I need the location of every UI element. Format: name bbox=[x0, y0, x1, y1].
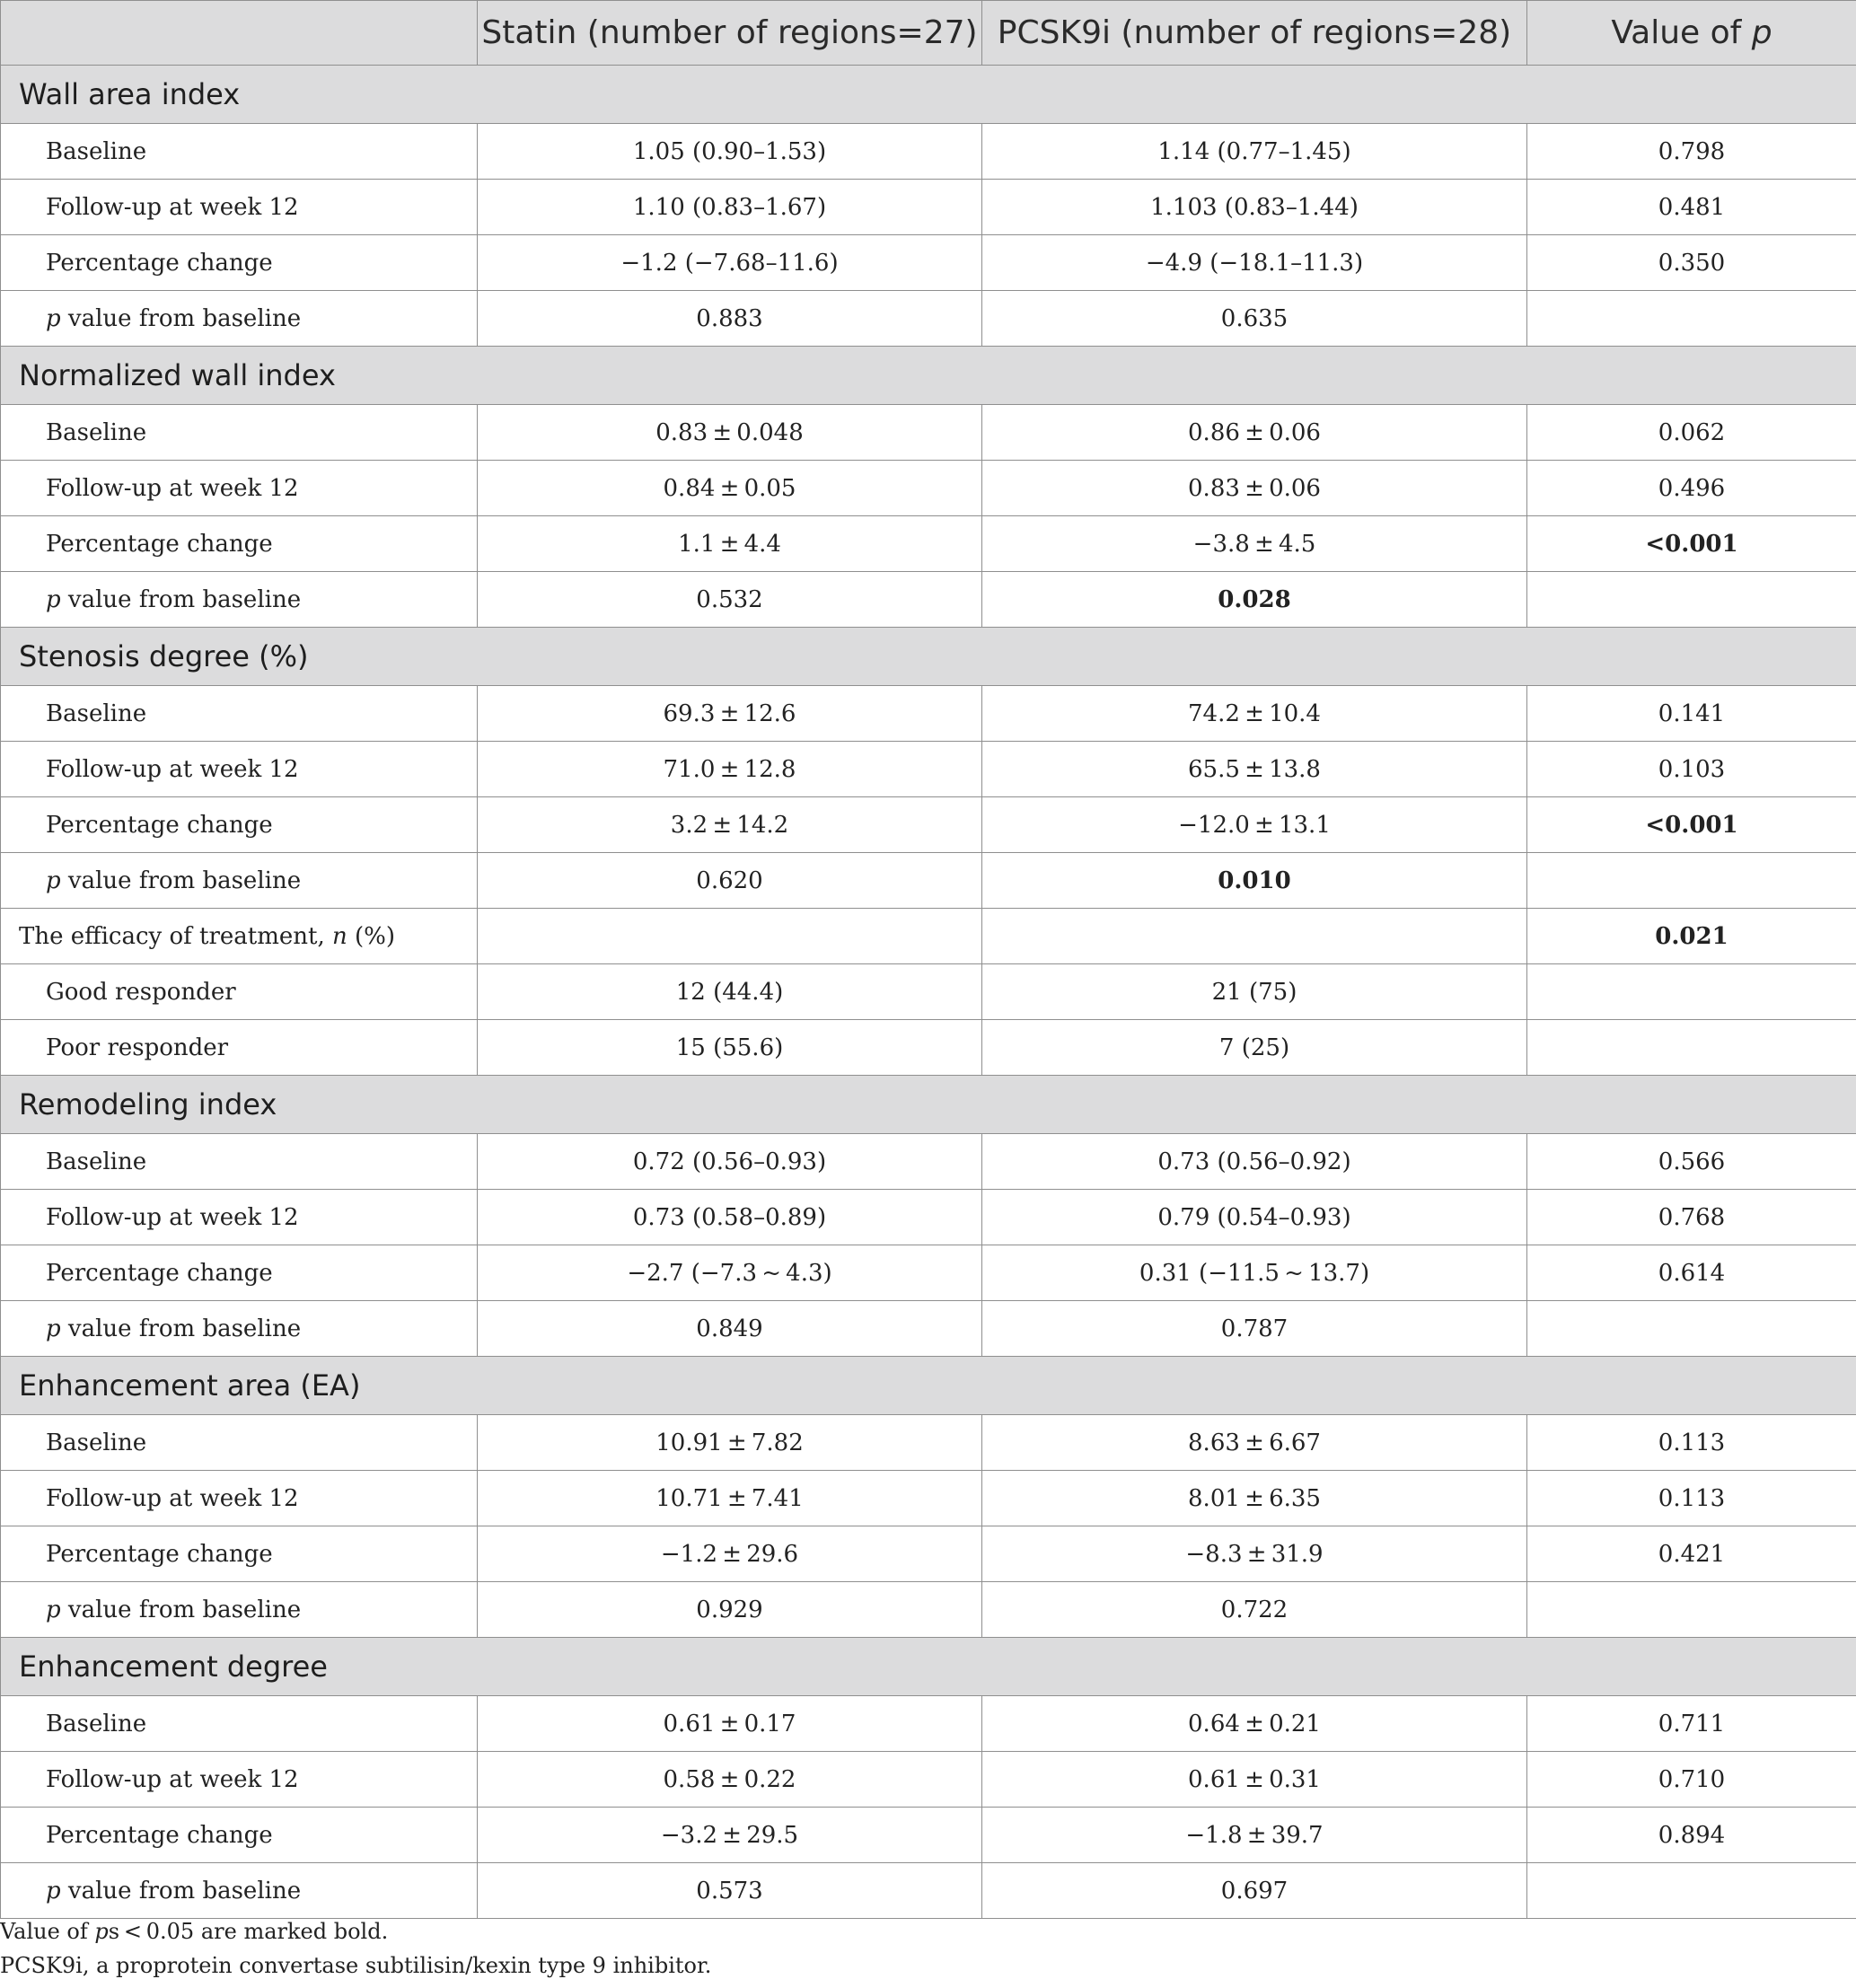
table-row bbox=[1, 909, 1856, 964]
p-value-cell: 0.103 bbox=[1527, 742, 1856, 797]
statin-value-cell: 10.71 ± 7.41 bbox=[478, 1471, 982, 1526]
pcsk9i-value-cell: 8.63 ± 6.67 bbox=[982, 1415, 1527, 1471]
header-pcsk9i: PCSK9i (number of regions=28) bbox=[982, 1, 1527, 66]
p-value-cell: 0.350 bbox=[1527, 235, 1856, 291]
row-label: Good responder bbox=[1, 964, 478, 1020]
table-row bbox=[1, 291, 1856, 347]
header-statin: Statin (number of regions=27) bbox=[478, 1, 982, 66]
row-label: p value from baseline bbox=[1, 1582, 478, 1638]
statin-value-cell: 10.91 ± 7.82 bbox=[478, 1415, 982, 1471]
pcsk9i-value-cell: 0.010 bbox=[982, 853, 1527, 909]
statin-value-cell: −3.2 ± 29.5 bbox=[478, 1808, 982, 1863]
table-row bbox=[1, 1301, 1856, 1357]
pcsk9i-value-cell: −3.8 ± 4.5 bbox=[982, 516, 1527, 572]
table-row bbox=[1, 1752, 1856, 1808]
statin-value-cell: 12 (44.4) bbox=[478, 964, 982, 1020]
row-label: Percentage change bbox=[1, 1245, 478, 1301]
row-label: The efficacy of treatment, n (%) bbox=[1, 909, 478, 964]
row-label: Baseline bbox=[1, 1134, 478, 1190]
row-label: Follow-up at week 12 bbox=[1, 742, 478, 797]
table-row bbox=[1, 1471, 1856, 1526]
pcsk9i-value-cell: 0.61 ± 0.31 bbox=[982, 1752, 1527, 1808]
statin-value-cell: 3.2 ± 14.2 bbox=[478, 797, 982, 853]
pcsk9i-value-cell bbox=[982, 909, 1527, 964]
p-value-cell bbox=[1527, 1301, 1856, 1357]
row-label: p value from baseline bbox=[1, 572, 478, 628]
pcsk9i-value-cell: 1.103 (0.83–1.44) bbox=[982, 180, 1527, 235]
p-value-cell: 0.481 bbox=[1527, 180, 1856, 235]
p-value-cell: 0.798 bbox=[1527, 124, 1856, 180]
pcsk9i-value-cell: 0.787 bbox=[982, 1301, 1527, 1357]
p-value-cell: <0.001 bbox=[1527, 797, 1856, 853]
table-row bbox=[1, 572, 1856, 628]
table-row bbox=[1, 124, 1856, 180]
statin-value-cell: 0.849 bbox=[478, 1301, 982, 1357]
row-label: Follow-up at week 12 bbox=[1, 1471, 478, 1526]
statin-value-cell: 0.573 bbox=[478, 1863, 982, 1919]
pcsk9i-value-cell: 0.635 bbox=[982, 291, 1527, 347]
statin-value-cell: 0.73 (0.58–0.89) bbox=[478, 1190, 982, 1245]
p-value-cell: 0.421 bbox=[1527, 1526, 1856, 1582]
table-row bbox=[1, 1863, 1856, 1919]
p-value-cell: 0.496 bbox=[1527, 461, 1856, 516]
row-label: Follow-up at week 12 bbox=[1, 1190, 478, 1245]
statin-value-cell: −2.7 (−7.3 ~ 4.3) bbox=[478, 1245, 982, 1301]
p-value-cell: 0.141 bbox=[1527, 686, 1856, 742]
row-label: Baseline bbox=[1, 1415, 478, 1471]
pcsk9i-value-cell: 0.83 ± 0.06 bbox=[982, 461, 1527, 516]
p-value-cell: 0.566 bbox=[1527, 1134, 1856, 1190]
row-label: Percentage change bbox=[1, 235, 478, 291]
table-row bbox=[1, 1415, 1856, 1471]
pcsk9i-value-cell: 0.86 ± 0.06 bbox=[982, 405, 1527, 461]
row-label: Percentage change bbox=[1, 797, 478, 853]
row-label: p value from baseline bbox=[1, 1301, 478, 1357]
pcsk9i-value-cell: 0.697 bbox=[982, 1863, 1527, 1919]
row-label: p value from baseline bbox=[1, 291, 478, 347]
table-footnotes bbox=[0, 1914, 1856, 1983]
table-row bbox=[1, 1245, 1856, 1301]
table-row bbox=[1, 1582, 1856, 1638]
table-row bbox=[1, 1526, 1856, 1582]
pcsk9i-value-cell: 7 (25) bbox=[982, 1020, 1527, 1076]
section-title: Normalized wall index bbox=[1, 347, 1856, 405]
statin-value-cell: 0.58 ± 0.22 bbox=[478, 1752, 982, 1808]
table-row bbox=[1, 180, 1856, 235]
section-header-row bbox=[1, 66, 1856, 124]
header-p-value: Value of p bbox=[1527, 1, 1856, 66]
section-title: Stenosis degree (%) bbox=[1, 628, 1856, 686]
row-label: p value from baseline bbox=[1, 853, 478, 909]
row-label: Percentage change bbox=[1, 1526, 478, 1582]
p-value-cell: 0.711 bbox=[1527, 1696, 1856, 1752]
table-row bbox=[1, 405, 1856, 461]
pcsk9i-value-cell: −1.8 ± 39.7 bbox=[982, 1808, 1527, 1863]
p-value-cell: 0.894 bbox=[1527, 1808, 1856, 1863]
row-label: p value from baseline bbox=[1, 1863, 478, 1919]
table-row bbox=[1, 1696, 1856, 1752]
pcsk9i-value-cell: 0.79 (0.54–0.93) bbox=[982, 1190, 1527, 1245]
header-blank-cell bbox=[1, 1, 478, 66]
section-header-row bbox=[1, 628, 1856, 686]
statin-value-cell: 15 (55.6) bbox=[478, 1020, 982, 1076]
row-label: Poor responder bbox=[1, 1020, 478, 1076]
pcsk9i-value-cell: −12.0 ± 13.1 bbox=[982, 797, 1527, 853]
section-header-row bbox=[1, 1357, 1856, 1415]
statin-value-cell: −1.2 ± 29.6 bbox=[478, 1526, 982, 1582]
p-value-cell: 0.113 bbox=[1527, 1471, 1856, 1526]
table-row bbox=[1, 1190, 1856, 1245]
footnote-bold-explanation: Value of ps < 0.05 are marked bold. bbox=[0, 1919, 389, 1944]
section-header-row bbox=[1, 1638, 1856, 1696]
row-label: Baseline bbox=[1, 124, 478, 180]
p-value-cell: <0.001 bbox=[1527, 516, 1856, 572]
p-value-cell: 0.113 bbox=[1527, 1415, 1856, 1471]
statin-value-cell bbox=[478, 909, 982, 964]
section-header-row bbox=[1, 1076, 1856, 1134]
footnote-abbreviation: PCSK9i, a proprotein convertase subtilisin/kexin type 9 inhibitor. bbox=[0, 1953, 712, 1978]
pcsk9i-value-cell: 0.31 (−11.5 ~ 13.7) bbox=[982, 1245, 1527, 1301]
row-label: Follow-up at week 12 bbox=[1, 461, 478, 516]
statin-value-cell: 0.61 ± 0.17 bbox=[478, 1696, 982, 1752]
p-value-cell: 0.021 bbox=[1527, 909, 1856, 964]
p-value-cell bbox=[1527, 964, 1856, 1020]
table-row bbox=[1, 964, 1856, 1020]
row-label: Baseline bbox=[1, 686, 478, 742]
p-value-cell bbox=[1527, 291, 1856, 347]
table-row bbox=[1, 461, 1856, 516]
table-row bbox=[1, 797, 1856, 853]
row-label: Baseline bbox=[1, 405, 478, 461]
row-label: Follow-up at week 12 bbox=[1, 1752, 478, 1808]
pcsk9i-value-cell: −4.9 (−18.1–11.3) bbox=[982, 235, 1527, 291]
section-title: Enhancement degree bbox=[1, 1638, 1856, 1696]
statin-value-cell: 0.84 ± 0.05 bbox=[478, 461, 982, 516]
statin-value-cell: 1.1 ± 4.4 bbox=[478, 516, 982, 572]
statin-value-cell: 0.929 bbox=[478, 1582, 982, 1638]
statin-value-cell: 1.10 (0.83–1.67) bbox=[478, 180, 982, 235]
p-value-cell: 0.710 bbox=[1527, 1752, 1856, 1808]
pcsk9i-value-cell: 0.73 (0.56–0.92) bbox=[982, 1134, 1527, 1190]
p-value-cell: 0.614 bbox=[1527, 1245, 1856, 1301]
pcsk9i-value-cell: 74.2 ± 10.4 bbox=[982, 686, 1527, 742]
table-row bbox=[1, 1808, 1856, 1863]
row-label: Percentage change bbox=[1, 516, 478, 572]
p-value-cell bbox=[1527, 853, 1856, 909]
table-row bbox=[1, 516, 1856, 572]
pcsk9i-value-cell: 8.01 ± 6.35 bbox=[982, 1471, 1527, 1526]
p-value-cell bbox=[1527, 1863, 1856, 1919]
p-value-cell bbox=[1527, 572, 1856, 628]
p-value-cell: 0.768 bbox=[1527, 1190, 1856, 1245]
table-row bbox=[1, 686, 1856, 742]
p-value-cell: 0.062 bbox=[1527, 405, 1856, 461]
statin-value-cell: 71.0 ± 12.8 bbox=[478, 742, 982, 797]
statin-value-cell: 0.72 (0.56–0.93) bbox=[478, 1134, 982, 1190]
section-title: Enhancement area (EA) bbox=[1, 1357, 1856, 1415]
table-body bbox=[1, 66, 1856, 1919]
row-label: Baseline bbox=[1, 1696, 478, 1752]
pcsk9i-value-cell: 1.14 (0.77–1.45) bbox=[982, 124, 1527, 180]
row-label: Percentage change bbox=[1, 1808, 478, 1863]
section-header-row bbox=[1, 347, 1856, 405]
table-row bbox=[1, 1134, 1856, 1190]
table-row bbox=[1, 235, 1856, 291]
row-label: Follow-up at week 12 bbox=[1, 180, 478, 235]
pcsk9i-value-cell: −8.3 ± 31.9 bbox=[982, 1526, 1527, 1582]
p-value-cell bbox=[1527, 1020, 1856, 1076]
pcsk9i-value-cell: 0.028 bbox=[982, 572, 1527, 628]
statin-value-cell: 1.05 (0.90–1.53) bbox=[478, 124, 982, 180]
pcsk9i-value-cell: 65.5 ± 13.8 bbox=[982, 742, 1527, 797]
table-row bbox=[1, 742, 1856, 797]
statin-value-cell: 69.3 ± 12.6 bbox=[478, 686, 982, 742]
section-title: Wall area index bbox=[1, 66, 1856, 124]
table-row bbox=[1, 853, 1856, 909]
table-row bbox=[1, 1020, 1856, 1076]
statin-value-cell: 0.620 bbox=[478, 853, 982, 909]
pcsk9i-value-cell: 0.722 bbox=[982, 1582, 1527, 1638]
pcsk9i-value-cell: 0.64 ± 0.21 bbox=[982, 1696, 1527, 1752]
p-value-cell bbox=[1527, 1582, 1856, 1638]
statin-value-cell: 0.883 bbox=[478, 291, 982, 347]
statin-value-cell: −1.2 (−7.68–11.6) bbox=[478, 235, 982, 291]
table-header-row bbox=[1, 1, 1856, 66]
statin-value-cell: 0.83 ± 0.048 bbox=[478, 405, 982, 461]
statin-value-cell: 0.532 bbox=[478, 572, 982, 628]
pcsk9i-value-cell: 21 (75) bbox=[982, 964, 1527, 1020]
section-title: Remodeling index bbox=[1, 1076, 1856, 1134]
